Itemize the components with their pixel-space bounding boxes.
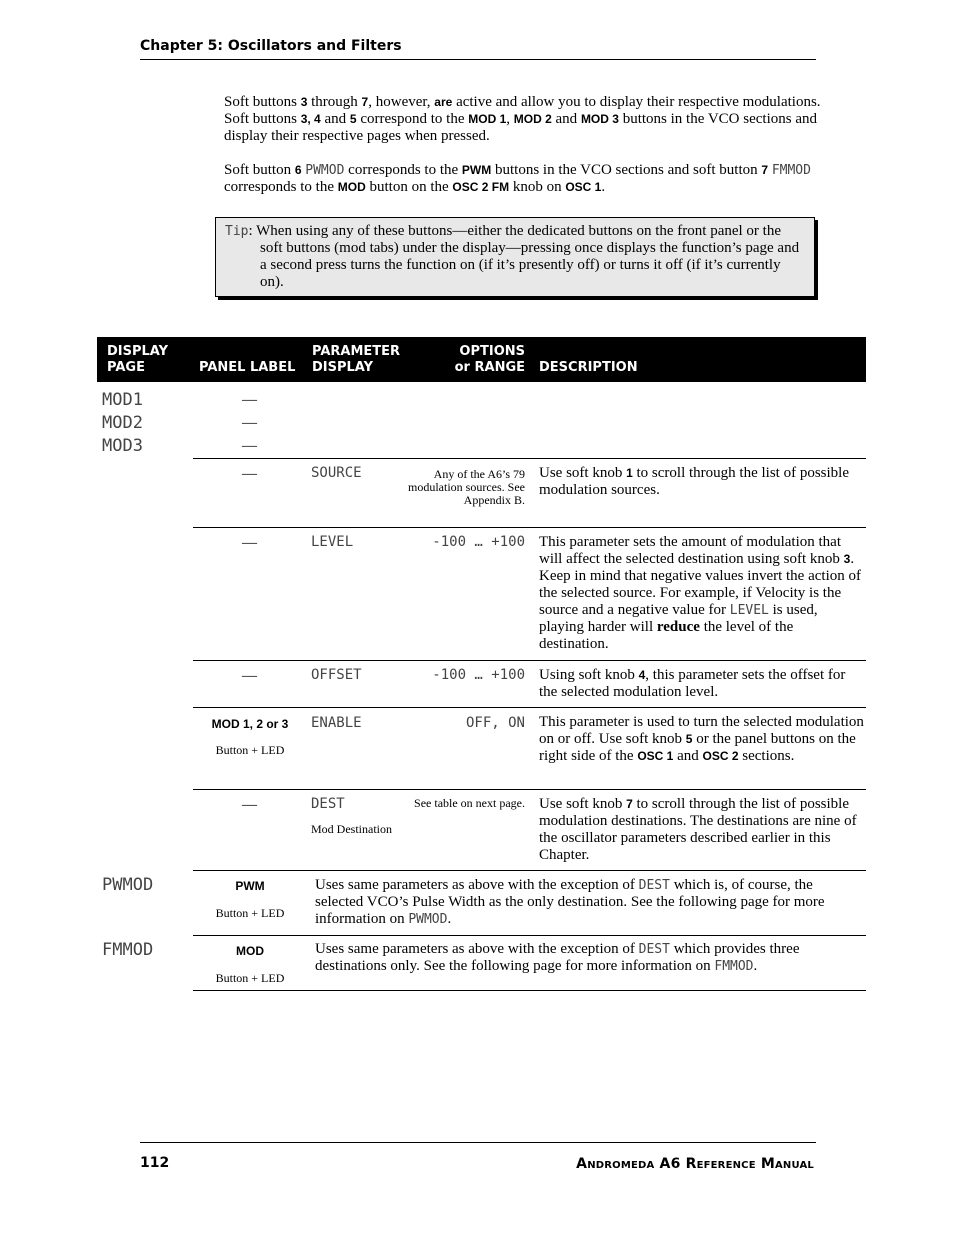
display-page-mod2: MOD2 <box>102 413 143 433</box>
param-dest-sub: Mod Destination <box>311 822 392 836</box>
row-divider <box>193 458 866 459</box>
param-source: SOURCE <box>311 465 362 481</box>
desc-offset: Using soft knob 4, this parameter sets the offset for the selected modulation level. <box>539 667 846 700</box>
row-divider <box>193 935 866 936</box>
param-enable: ENABLE <box>311 715 362 731</box>
panel-pwm: PWM <box>235 879 265 893</box>
table-header <box>97 337 866 382</box>
manual-title: Andromeda A6 Reference Manual <box>576 1156 814 1172</box>
desc-source: Use soft knob 1 to scroll through the list of possible modulation sources. <box>539 465 849 498</box>
chapter-header <box>140 38 816 60</box>
panel-enable-sub: Button + LED <box>215 743 285 757</box>
intro-paragraph-1: Soft buttons 3 through 7, however, are active and allow you to display their respective modulations. Soft buttons 3, 4 and 5 correspond to the MOD 1, MOD 2 and MOD 3 buttons in the VCO sections and display their respective pages when pressed. <box>224 94 821 144</box>
header-parameter-display: PARAMETER DISPLAY <box>312 344 401 375</box>
panel-dash-mod1: — <box>242 392 257 408</box>
options-dest: See table on next page. <box>414 796 525 810</box>
panel-dash-dest: — <box>242 797 257 813</box>
desc-dest: Use soft knob 7 to scroll through the list of possible modulation destinations. The destinations are nine of the oscillator parameters described earlier in this Chapter. <box>539 796 857 863</box>
param-level: LEVEL <box>311 534 354 550</box>
chapter-title: Chapter 5: Oscillators and Filters <box>140 38 402 54</box>
row-divider <box>193 990 866 991</box>
options-source: Any of the A6’s 79 modulation sources. See Appendix B. <box>408 467 525 507</box>
header-display-page: DISPLAY PAGE <box>107 344 169 375</box>
panel-pwm-sub: Button + LED <box>215 906 285 920</box>
panel-dash-level: — <box>242 535 257 551</box>
range-offset: -100 … +100 <box>432 667 525 683</box>
tip-text: : When using any of these buttons—either the dedicated buttons on the front panel or the soft buttons (mod tabs) under the display—pressing once displays the function’s page and a second press turns the function on (if it’s presently off) or turns it off (if it’s currently on). <box>248 223 800 290</box>
desc-pwmod: Uses same parameters as above with the exception of DEST which is, of course, the selected VCO’s Pulse Width as the only destination. See the following page for more information on PWMOD. <box>315 877 825 927</box>
display-page-mod1: MOD1 <box>102 390 143 410</box>
row-divider <box>193 660 866 661</box>
panel-dash-source: — <box>242 466 257 482</box>
display-page-mod3: MOD3 <box>102 436 143 456</box>
panel-enable: MOD 1, 2 or 3 <box>211 717 289 731</box>
panel-dash-mod2: — <box>242 415 257 431</box>
display-page-pwmod: PWMOD <box>102 875 154 895</box>
param-offset: OFFSET <box>311 667 362 683</box>
panel-dash-mod3: — <box>242 438 257 454</box>
desc-level: This parameter sets the amount of modulation that will affect the selected destination using soft knob 3. Keep in mind that negative values invert the action of the selected source. For example, if Velocity is the source and a negative value for LEVEL is used, playing harder will reduce the level of the destination. <box>539 534 861 652</box>
range-level: -100 … +100 <box>432 534 525 550</box>
desc-enable: This parameter is used to turn the selected modulation on or off. Use soft knob 5 or the panel buttons on the right side of the OSC 1 and OSC 2 sections. <box>539 714 864 764</box>
tip-box <box>215 217 815 297</box>
header-panel-label: PANEL LABEL <box>199 360 296 375</box>
row-divider <box>193 527 866 528</box>
row-divider <box>193 870 866 871</box>
desc-fmmod: Uses same parameters as above with the exception of DEST which provides three destinations only. See the following page for more information on FMMOD. <box>315 941 800 974</box>
range-enable: OFF, ON <box>465 715 525 731</box>
param-dest: DEST <box>311 796 345 812</box>
panel-dash-offset: — <box>242 668 257 684</box>
row-divider <box>193 789 866 790</box>
row-divider <box>193 707 866 708</box>
page-footer <box>140 1142 816 1171</box>
display-page-fmmod: FMMOD <box>102 940 154 960</box>
tip-label: Tip <box>225 224 249 239</box>
panel-mod-sub: Button + LED <box>215 971 285 985</box>
page-number: 112 <box>140 1155 170 1171</box>
panel-mod: MOD <box>236 944 264 958</box>
header-description: DESCRIPTION <box>539 360 638 375</box>
header-options-range: OPTIONS or RANGE <box>454 344 525 375</box>
intro-paragraph-2: Soft button 6 PWMOD corresponds to the PWM buttons in the VCO sections and soft button 7 FMMOD corresponds to the MOD button on the OSC 2 FM knob on OSC 1. <box>224 162 811 195</box>
